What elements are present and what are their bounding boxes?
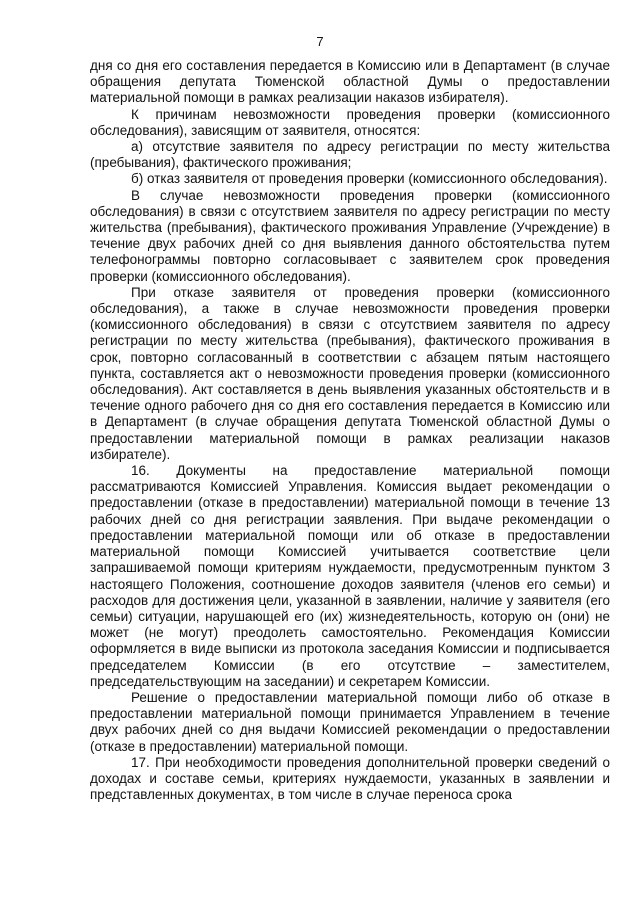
paragraph-section-16: 16. Документы на предоставление материальной помощи рассматриваются Комиссией Управления. Комиссия выдает рекомендации о предоставлении (отказе в предоставлении) материальной помощи в течение 13 рабочих дней со дня регистрации заявления. При выдаче рекомендации о предоставлении материальной помощи или об отказе в предоставлении материальной помощи Комиссией учитывается соответствие цели запрашиваемой помощи критериям нуждаемости, предусмотренным пунктом 3 настоящего Положения, соотношение доходов заявителя (членов его семьи) и расходов для достижения цели, указанной в заявлении, наличие у заявителя (его семьи) ситуации, нарушающей его (их) жизнедеятельность, которую он (они) не может (не могут) преодолеть самостоятельно. Рекомендация Комиссии оформляется в виде выписки из протокола заседания Комиссии и подписывается председателем Комиссии (в его отсутствие – заместителем, председательствующим на заседании) и секретарем Комиссии. — [90, 463, 610, 689]
paragraph: В случае невозможности проведения проверки (комиссионного обследования) в связи с отсутствием заявителя по адресу регистрации по месту жительства (пребывания), фактического проживания Управление (Учреждение) в течение двух рабочих дней со дня выявления данного обстоятельства путем телефонограммы повторно согласовывает с заявителем срок проведения проверки (комиссионного обследования). — [90, 187, 610, 284]
paragraph: б) отказ заявителя от проведения проверки (комиссионного обследования). — [131, 171, 608, 187]
page-number: 7 — [316, 34, 324, 49]
paragraph-section-17: 17. При необходимости проведения дополнительной проверки сведений о доходах и составе семьи, критериях нуждаемости, указанных в заявлении и представленных документах, в том числе в случае переноса срока — [90, 754, 610, 803]
paragraph: Решение о предоставлении материальной помощи либо об отказе в предоставлении материальной помощи принимается Управлением в течение двух рабочих дней со дня выдачи Комиссией рекомендации о предоставлении (отказе в предоставлении) материальной помощи. — [90, 689, 610, 754]
document-body — [90, 58, 610, 803]
paragraph: дня со дня его составления передается в Комиссию или в Департамент (в случае обращения депутата Тюменской областной Думы о предоставлении материальной помощи в рамках реализации наказов избирателя). — [90, 58, 610, 106]
paragraph: а) отсутствие заявителя по адресу регистрации по месту жительства (пребывания), фактического проживания; — [90, 139, 610, 171]
paragraph: При отказе заявителя от проведения проверки (комиссионного обследования), а также в случае невозможности проведения проверки (комиссионного обследования) в связи с отсутствием заявителя по адресу регистрации по месту жительства (пребывания), фактического проживания в срок, повторно согласованный в соответствии с абзацем пятым настоящего пункта, составляется акт о невозможности проведения проверки (комиссионного обследования). Акт составляется в день выявления указанных обстоятельств и в течение одного рабочего дня со дня его составления передается в Комиссию или в Департамент (в случае обращения депутата Тюменской областной Думы о предоставлении материальной помощи в рамках реализации наказов избирателе). — [90, 284, 610, 462]
paragraph: К причинам невозможности проведения проверки (комиссионного обследования), зависящим от заявителя, относятся: — [90, 106, 610, 138]
